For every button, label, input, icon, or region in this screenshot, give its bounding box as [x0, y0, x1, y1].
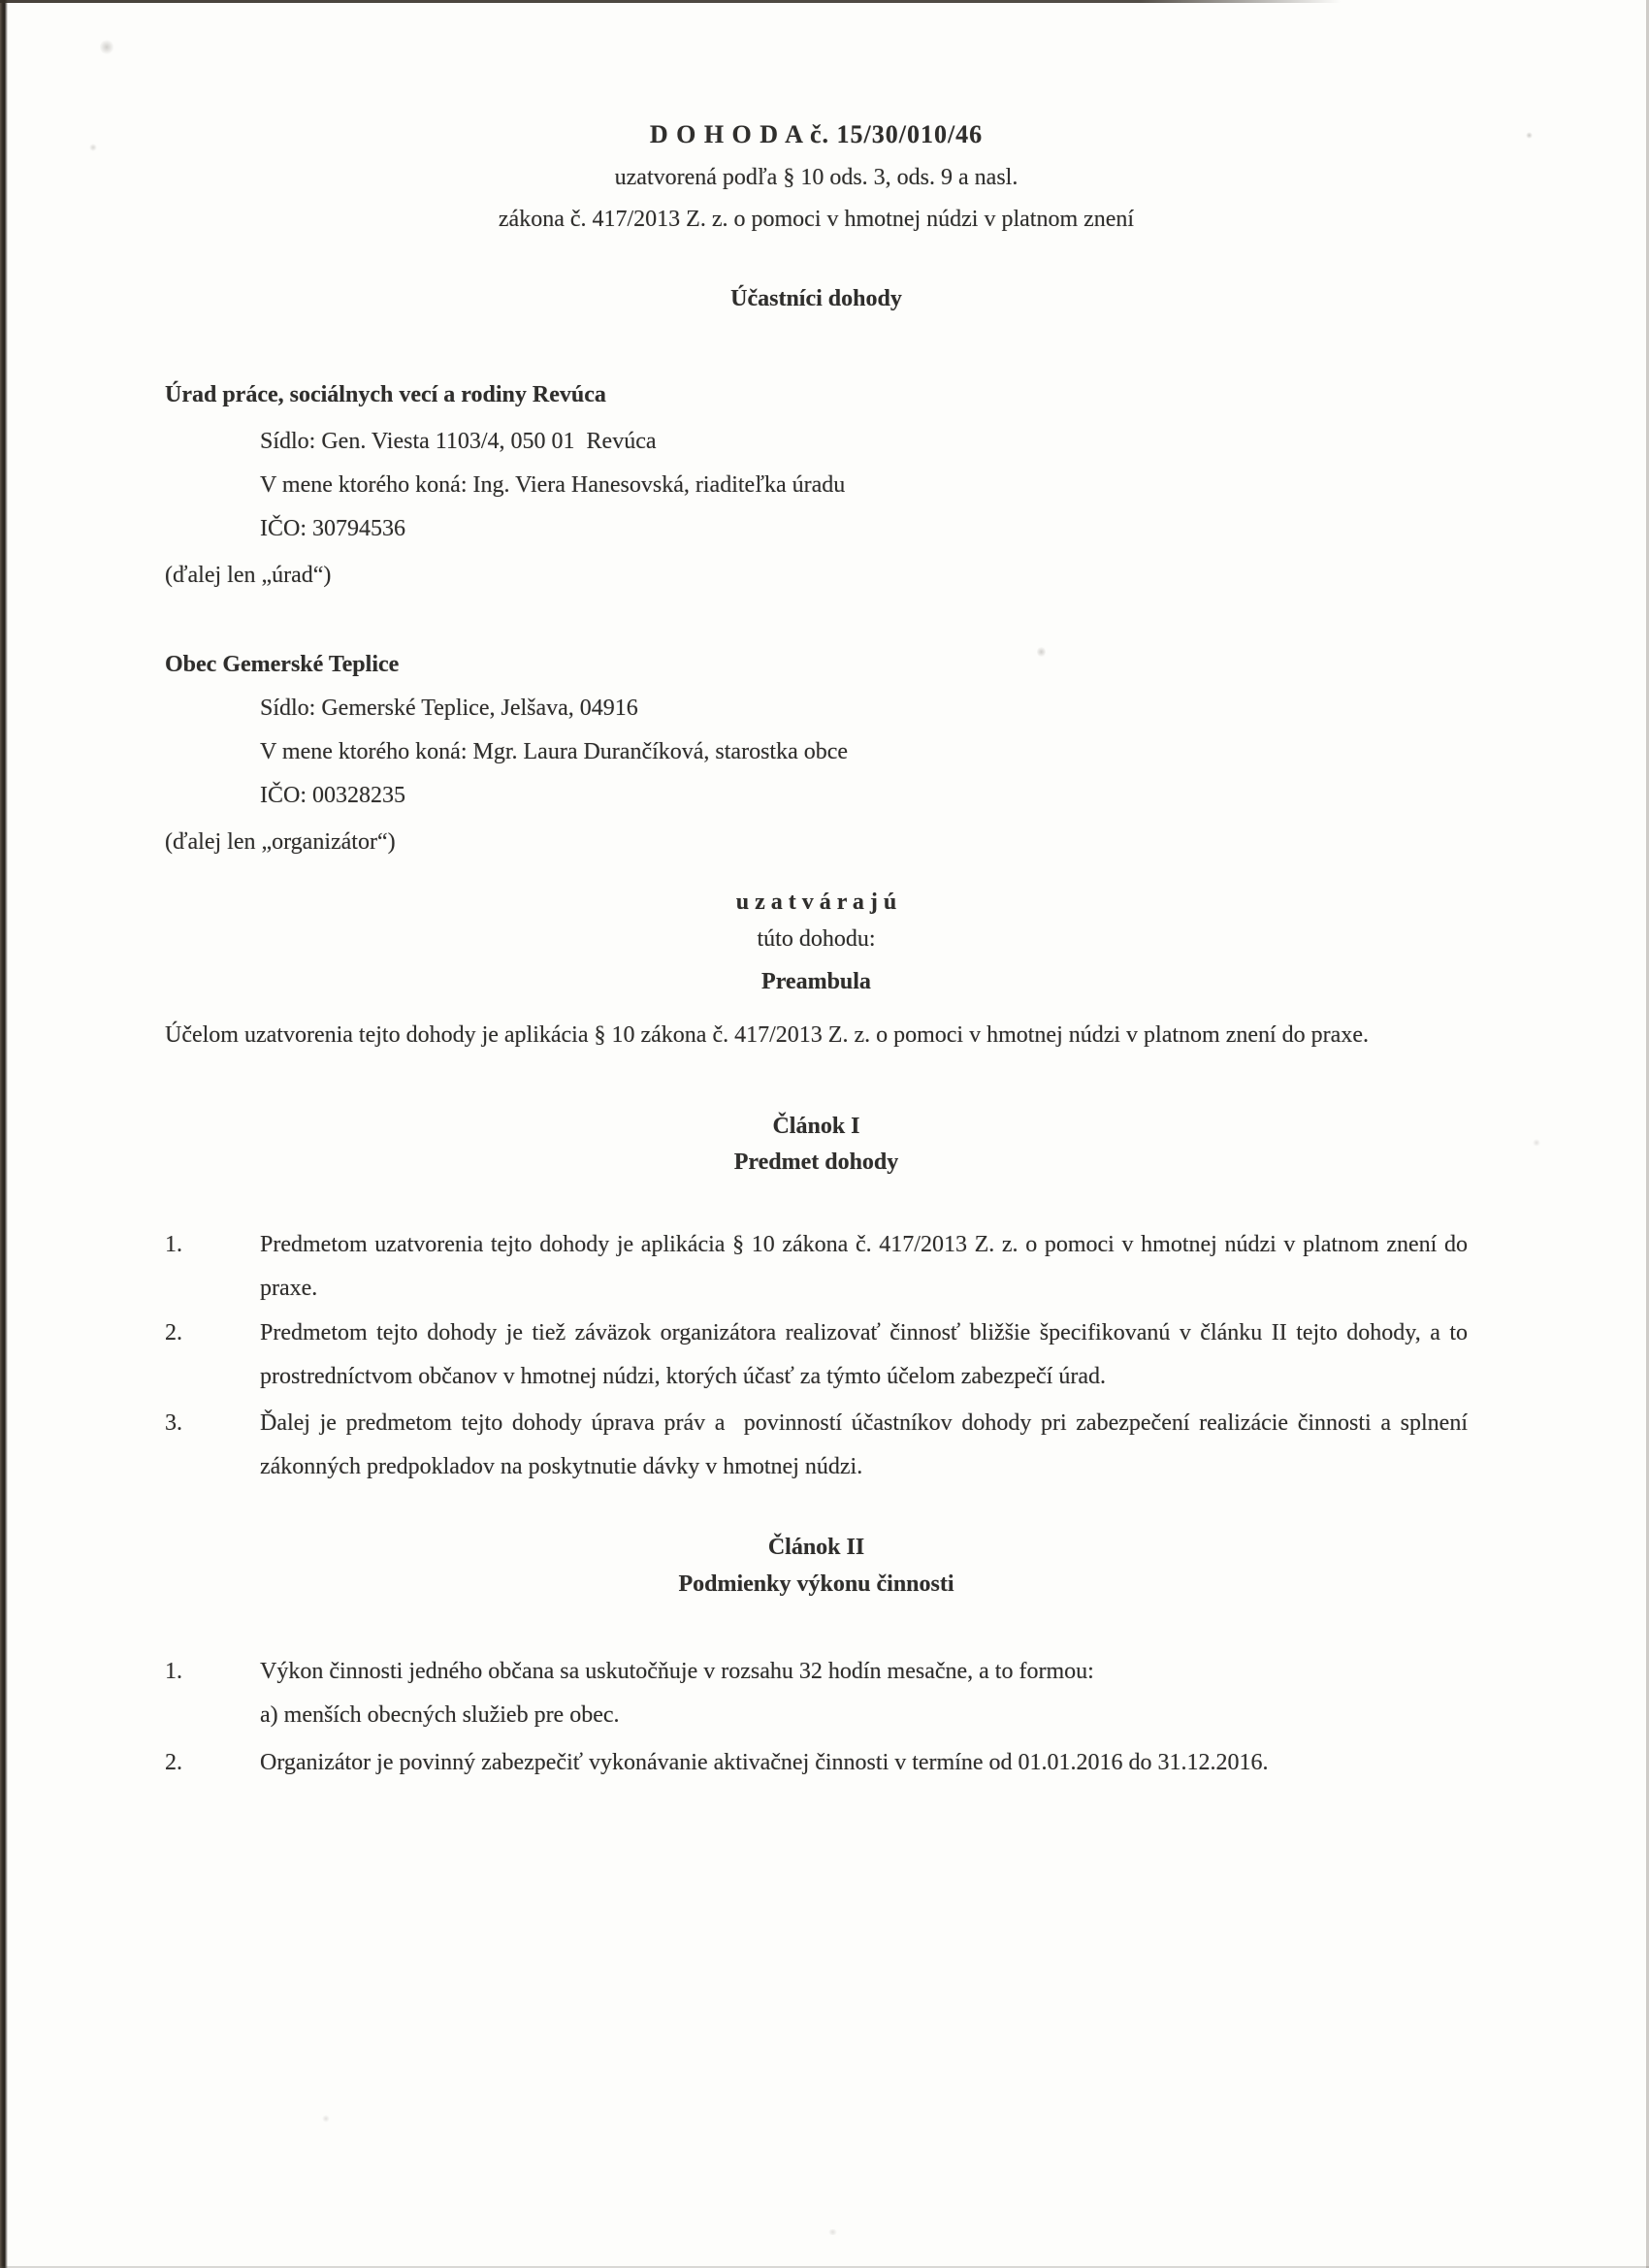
article1-heading: Článok I	[772, 1114, 860, 1139]
scan-speck	[100, 39, 113, 55]
article1-item-3-number: 3.	[165, 1410, 182, 1436]
scan-edge-top	[0, 0, 1341, 3]
article2-item-2-number: 2.	[165, 1750, 182, 1775]
conclude-heading: u z a t v á r a j ú	[735, 890, 897, 915]
document-subtitle-1: uzatvorená podľa § 10 ods. 3, ods. 9 a nasl.	[614, 165, 1018, 190]
party2-representative: V mene ktorého koná: Mgr. Laura Durančíková, starostka obce	[260, 739, 849, 764]
preamble-text: Účelom uzatvorenia tejto dohody je aplikácia § 10 zákona č. 417/2013 Z. z. o pomoci v hmotnej núdzi v platnom znení do praxe.	[165, 1022, 1369, 1048]
scan-edge-left	[0, 0, 8, 2268]
party1-ico: IČO: 30794536	[260, 516, 405, 541]
article1-item-2	[165, 1312, 1468, 1399]
scan-speck	[322, 2115, 330, 2122]
article2-item-1-text: Výkon činnosti jedného občana sa uskutočňuje v rozsahu 32 hodín mesačne, a to formou:	[260, 1659, 1094, 1684]
article2-item-1-number: 1.	[165, 1659, 182, 1684]
party1-representative: V mene ktorého koná: Ing. Viera Hanesovská, riaditeľka úradu	[260, 472, 846, 498]
participants-heading: Účastníci dohody	[730, 286, 902, 311]
article1-item-1-number: 1.	[165, 1232, 182, 1257]
party2-address: Sídlo: Gemerské Teplice, Jelšava, 04916	[260, 696, 638, 721]
article1-subheading: Predmet dohody	[733, 1150, 899, 1175]
scan-speck	[827, 2229, 838, 2235]
party1-name: Úrad práce, sociálnych vecí a rodiny Revúca	[165, 382, 606, 407]
scan-corner-mark	[1591, 0, 1649, 2]
article1-item-3-text: Ďalej je predmetom tejto dohody úprava práv a povinností účastníkov dohody pri zabezpečení realizácie činnosti a splnení zákonných predpokladov na poskytnutie dávky v hmotnej núdzi.	[260, 1410, 1468, 1479]
article1-item-2-text: Predmetom tejto dohody je tiež záväzok organizátora realizovať činnosť bližšie špecifikovanú v článku II tejto dohody, a to prostredníctvom občanov v hmotnej núdzi, ktorých účasť za týmto účelom zabezpečí úrad.	[260, 1320, 1468, 1389]
conclude-subline: túto dohodu:	[757, 926, 876, 952]
party2-details	[260, 687, 848, 818]
preamble-heading: Preambula	[761, 969, 871, 994]
article1-item-1	[165, 1223, 1468, 1311]
article2-item-2-text: Organizátor je povinný zabezpečiť vykonávanie aktivačnej činnosti v termíne od 01.01.2016 do 31.12.2016.	[260, 1750, 1269, 1775]
party1-alias: (ďalej len „úrad“)	[165, 563, 332, 588]
party2-alias: (ďalej len „organizátor“)	[165, 829, 396, 855]
party2-name: Obec Gemerské Teplice	[165, 652, 400, 677]
article2-subheading: Podmienky výkonu činnosti	[678, 1571, 954, 1597]
article2-item-2	[165, 1741, 1468, 1785]
article1-item-3	[165, 1402, 1468, 1489]
party1-address: Sídlo: Gen. Viesta 1103/4, 050 01 Revúca	[260, 429, 657, 454]
party1-details	[260, 420, 845, 551]
article2-heading: Článok II	[767, 1535, 865, 1560]
scan-speck	[1037, 646, 1046, 658]
document-title: D O H O D A č. 15/30/010/46	[649, 120, 984, 148]
party2-ico: IČO: 00328235	[260, 783, 405, 808]
article1-item-1-text: Predmetom uzatvorenia tejto dohody je aplikácia § 10 zákona č. 417/2013 Z. z. o pomoci v hmotnej núdzi v platnom znení do praxe.	[260, 1232, 1468, 1301]
article2-item-1	[165, 1650, 1468, 1737]
scan-speck	[89, 144, 97, 151]
scan-speck	[1533, 1139, 1540, 1147]
article2-item-1-sub: a) menších obecných služieb pre obec.	[260, 1702, 620, 1728]
scan-speck	[1526, 132, 1533, 139]
document-subtitle-2: zákona č. 417/2013 Z. z. o pomoci v hmotnej núdzi v platnom znení	[498, 207, 1135, 232]
article1-item-2-number: 2.	[165, 1320, 182, 1345]
